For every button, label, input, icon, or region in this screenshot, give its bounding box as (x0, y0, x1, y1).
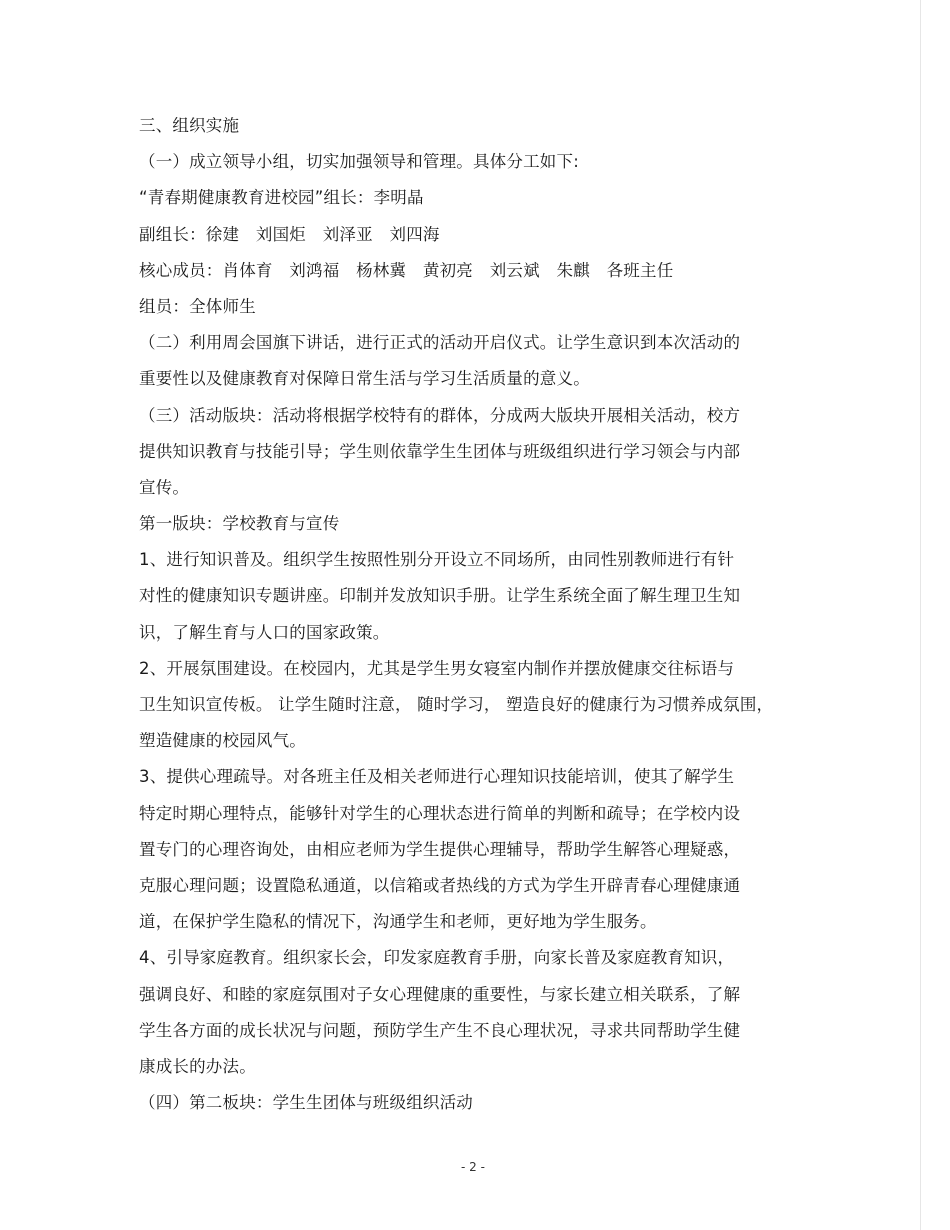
paragraph-line: 康成长的办法。 (139, 1056, 256, 1076)
paragraph-line: 学生各方面的成长状况与问题，预防学生产生不良心理状况，寻求共同帮助学生健 (139, 1020, 741, 1040)
paragraph-line: 副组长：徐建 刘国炬 刘泽亚 刘四海 (139, 224, 440, 244)
paragraph-line: （三）活动版块：活动将根据学校特有的群体，分成两大版块开展相关活动，校方 (139, 405, 741, 425)
paragraph-line: 道，在保护学生隐私的情况下，沟通学生和老师，更好地为学生服务。 (139, 912, 657, 932)
paragraph-line: 宣传。 (139, 477, 190, 497)
paragraph-line: 1、进行知识普及。组织学生按照性别分开设立不同场所，由同性别教师进行有针 (139, 550, 735, 570)
paragraph-line: 识，了解生育与人口的国家政策。 (139, 622, 390, 642)
paragraph-line: 卫生知识宣传板。 让学生随时注意， 随时学习， 塑造良好的健康行为习惯养成氛围， (139, 695, 774, 714)
paragraph-line: 组员：全体师生 (139, 296, 256, 316)
page-number: - 2 - (461, 1160, 485, 1174)
paragraph-line: “青春期健康教育进校园”组长：李明晶 (139, 188, 424, 208)
paragraph-line: 2、开展氛围建设。在校园内，尤其是学生男女寝室内制作并摆放健康交往标语与 (139, 658, 735, 678)
paragraph-line: （二）利用周会国旗下讲话，进行正式的活动开启仪式。让学生意识到本次活动的 (139, 333, 741, 353)
subsection-heading: （四）第二板块：学生生团体与班级组织活动 (139, 1093, 473, 1113)
paragraph-line: 重要性以及健康教育对保障日常生活与学习生活质量的意义。 (139, 369, 590, 389)
paragraph-line: 特定时期心理特点，能够针对学生的心理状态进行简单的判断和疏导；在学校内设 (139, 803, 741, 823)
subsection-heading: 第一版块：学校教育与宣传 (139, 514, 340, 534)
paragraph-line: 对性的健康知识专题讲座。印制并发放知识手册。让学生系统全面了解生理卫生知 (139, 586, 741, 606)
paragraph-line: 3、提供心理疏导。对各班主任及相关老师进行心理知识技能培训，使其了解学生 (139, 767, 735, 787)
paragraph-line: 提供知识教育与技能引导；学生则依靠学生生团体与班级组织进行学习领会与内部 (139, 441, 741, 461)
paragraph-line: 塑造健康的校园风气。 (139, 731, 306, 751)
document-body (139, 108, 799, 1121)
paragraph-line: 强调良好、和睦的家庭氛围对子女心理健康的重要性，与家长建立相关联系，了解 (139, 984, 741, 1004)
paragraph-line: 4、引导家庭教育。组织家长会，印发家庭教育手册，向家长普及家庭教育知识， (139, 948, 735, 968)
section-heading: 三、组织实施 (139, 116, 240, 135)
paragraph-line: 核心成员：肖体育 刘鸿福 杨林冀 黄初亮 刘云斌 朱麒 各班主任 (139, 260, 674, 280)
page-edge-divider (920, 0, 921, 1230)
paragraph-line: （一）成立领导小组，切实加强领导和管理。具体分工如下: (139, 152, 579, 172)
paragraph-line: 置专门的心理咨询处，由相应老师为学生提供心理辅导，帮助学生解答心理疑惑， (139, 839, 741, 859)
paragraph-line: 克服心理问题；设置隐私通道，以信箱或者热线的方式为学生开辟青春心理健康通 (139, 875, 741, 895)
